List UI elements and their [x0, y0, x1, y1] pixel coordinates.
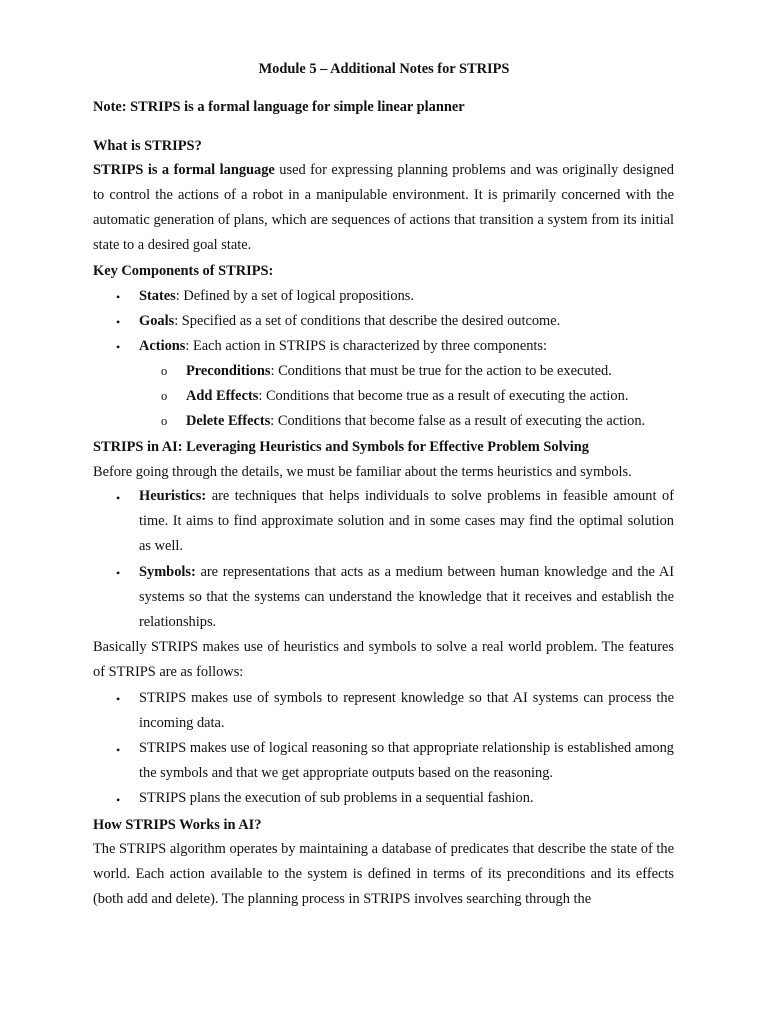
component-item-goals: [139, 312, 560, 330]
what-bold-phrase: STRIPS is a formal language: [93, 162, 275, 178]
action-term: Preconditions: [186, 363, 271, 379]
component-item-states: [139, 287, 414, 305]
action-item-add-effects: [186, 387, 628, 405]
bullet-icon: •: [116, 340, 121, 354]
what-is-strips-paragraph: [93, 158, 674, 258]
bullet-icon: •: [116, 692, 121, 706]
features-intro: Basically STRIPS makes use of heuristics and symbols to solve a real world problem. The features of STRIPS are as follows:: [93, 639, 674, 681]
feature-item: STRIPS plans the execution of sub problems in a sequential fashion.: [139, 790, 534, 806]
component-text: : Each action in STRIPS is characterized by three components:: [185, 338, 548, 354]
action-text: : Conditions that become true as a result of executing the action.: [258, 388, 629, 404]
component-text: : Defined by a set of logical propositions.: [175, 288, 414, 304]
component-text: : Specified as a set of conditions that describe the desired outcome.: [174, 313, 561, 329]
action-text: : Conditions that become false as a result of executing the action.: [270, 413, 646, 429]
bullet-icon: •: [116, 743, 121, 757]
bullet-icon: •: [116, 315, 121, 329]
action-term: Delete Effects: [186, 413, 271, 429]
feature-item: STRIPS makes use of symbols to represent knowledge so that AI systems can process the incoming data.: [139, 690, 674, 732]
note-line: Note: STRIPS is a formal language for simple linear planner: [93, 99, 465, 115]
action-item-preconditions: [186, 362, 612, 380]
bullet-icon: •: [116, 793, 121, 807]
definition-text: are representations that acts as a medium between human knowledge and the AI systems so that the systems can understand the knowledge that it receives and establish the relationships.: [139, 564, 674, 631]
definition-heuristics: [139, 484, 674, 559]
definition-symbols: [139, 560, 674, 635]
action-item-delete-effects: [186, 412, 645, 430]
definition-term: Heuristics:: [139, 488, 207, 504]
component-term: Goals: [139, 313, 175, 329]
what-is-strips-heading: What is STRIPS?: [93, 138, 202, 154]
sub-bullet-icon: o: [161, 364, 168, 378]
bullet-icon: •: [116, 491, 121, 505]
key-components-heading: Key Components of STRIPS:: [93, 263, 274, 279]
how-strips-works-paragraph: The STRIPS algorithm operates by maintaining a database of predicates that describe the state of the world. Each action available to the system is defined in terms of its preconditions and its effects (both add and delete). The planning process in STRIPS involves searching through the: [93, 841, 674, 908]
heuristics-heading: STRIPS in AI: Leveraging Heuristics and Symbols for Effective Problem Solving: [93, 439, 589, 455]
heuristics-intro: Before going through the details, we must be familiar about the terms heuristics and symbols.: [93, 464, 632, 480]
sub-bullet-icon: o: [161, 414, 168, 428]
component-item-actions: [139, 337, 547, 355]
document-title: Module 5 – Additional Notes for STRIPS: [258, 61, 510, 77]
definition-text: are techniques that helps individuals to solve problems in feasible amount of time. It aims to find approximate solution and in some cases may find the optimal solution as well.: [139, 488, 674, 555]
how-strips-works-heading: How STRIPS Works in AI?: [93, 817, 262, 833]
feature-item: STRIPS makes use of logical reasoning so that appropriate relationship is established among the symbols and that we get appropriate outputs based on the reasoning.: [139, 740, 674, 782]
action-text: : Conditions that must be true for the action to be executed.: [270, 363, 612, 379]
bullet-icon: •: [116, 290, 121, 304]
action-term: Add Effects: [186, 388, 259, 404]
sub-bullet-icon: o: [161, 389, 168, 403]
bullet-icon: •: [116, 566, 121, 580]
definition-term: Symbols:: [139, 564, 196, 580]
what-rest-text: used for expressing planning problems and was originally designed to control the actions of a robot in a manipulable environment. It is primarily concerned with the automatic generation of plans, which are sequences of actions that transition a system from its initial state to a desired goal state.: [93, 162, 674, 254]
component-term: States: [139, 288, 176, 304]
component-term: Actions: [139, 338, 186, 354]
